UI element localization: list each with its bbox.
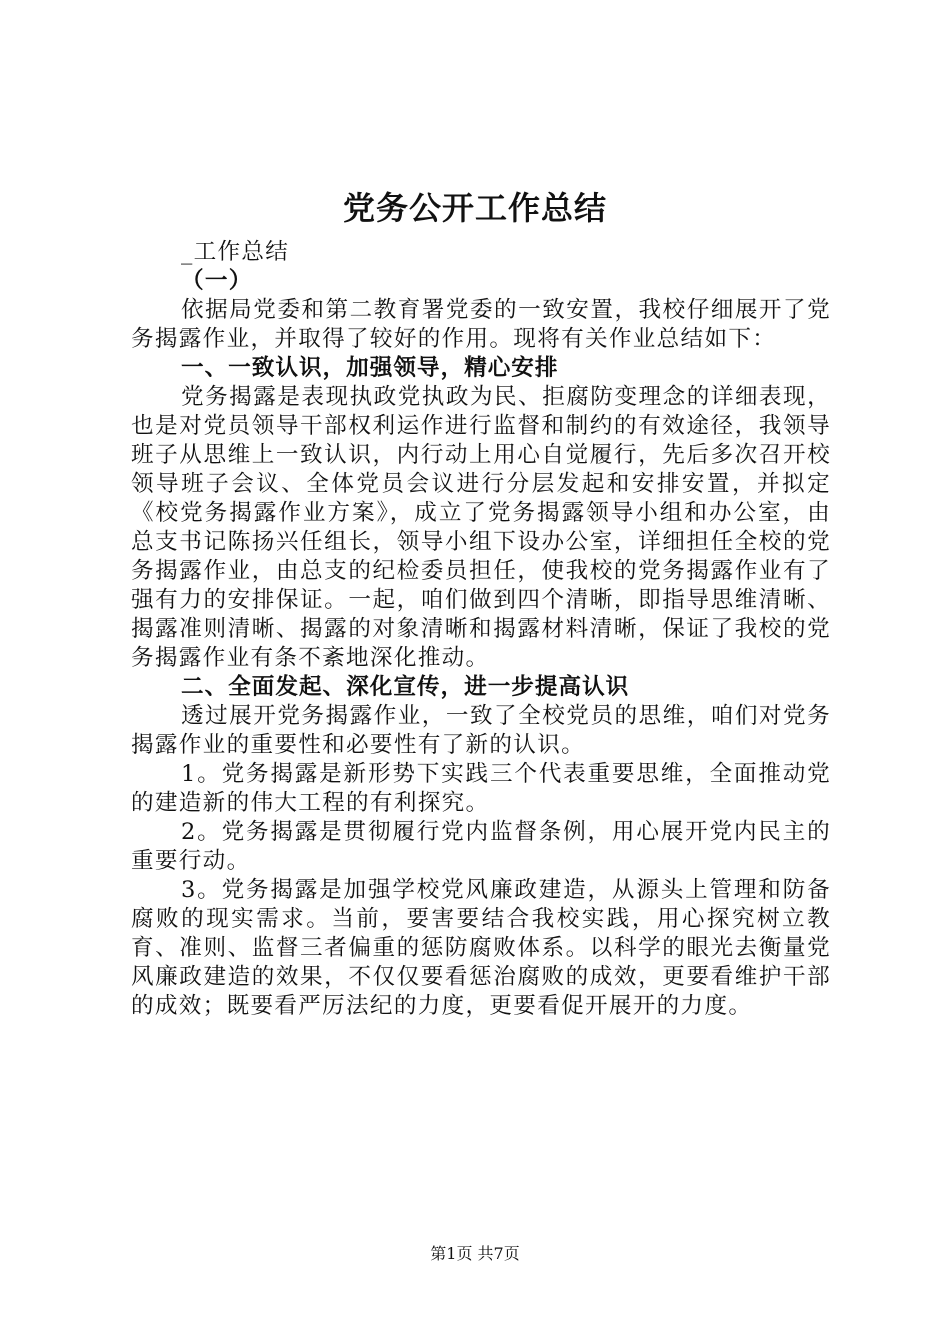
paragraph-section-2: 透过展开党务揭露作业，一致了全校党员的思维，咱们对党务揭露作业的重要性和必要性有了新的认识。 bbox=[131, 703, 831, 758]
list-item-1: 1。党务揭露是新形势下实践三个代表重要思维，全面推动党的建造新的伟大工程的有利探究。 bbox=[131, 761, 831, 816]
paragraph-intro: 依据局党委和第二教育署党委的一致安置，我校仔细展开了党务揭露作业，并取得了较好的作用。现将有关作业总结如下： bbox=[131, 297, 831, 352]
list-item-3: 3。党务揭露是加强学校党风廉政建造，从源头上管理和防备腐败的现实需求。当前，要害要结合我校实践，用心探究树立教育、准则、监督三者偏重的惩防腐败体系。以科学的眼光去衡量党风廉政建造的效果，不仅仅要看惩治腐败的成效，更要看维护干部的成效；既要看严厉法纪的力度，更要看促开展开的力度。 bbox=[131, 877, 831, 1019]
document-body bbox=[131, 238, 831, 1021]
section-heading-2: 二、全面发起、深化宣传，进一步提高认识 bbox=[181, 674, 630, 700]
subtitle: _工作总结 bbox=[181, 239, 290, 265]
paragraph-section-1: 党务揭露是表现执政党执政为民、拒腐防变理念的详细表现，也是对党员领导干部权利运作进行监督和制约的有效途径，我领导班子从思维上一致认识，内行动上用心自觉履行，先后多次召开校领导班子会议、全体党员会议进行分层发起和安排安置，并拟定《校党务揭露作业方案》，成立了党务揭露领导小组和办公室，由总支书记陈扬兴任组长，领导小组下设办公室，详细担任全校的党务揭露作业，由总支的纪检委员担任，使我校的党务揭露作业有了强有力的安排保证。一起，咱们做到四个清晰，即指导思维清晰、揭露准则清晰、揭露的对象清晰和揭露材料清晰，保证了我校的党务揭露作业有条不紊地深化推动。 bbox=[131, 384, 831, 671]
part-marker: （一） bbox=[181, 268, 253, 294]
page-number-footer: 第1页 共7页 bbox=[430, 1244, 520, 1263]
document-title: 党务公开工作总结 bbox=[342, 189, 607, 227]
list-item-2: 2。党务揭露是贯彻履行党内监督条例，用心展开党内民主的重要行动。 bbox=[131, 819, 831, 874]
section-heading-1: 一、一致认识，加强领导，精心安排 bbox=[181, 355, 559, 381]
